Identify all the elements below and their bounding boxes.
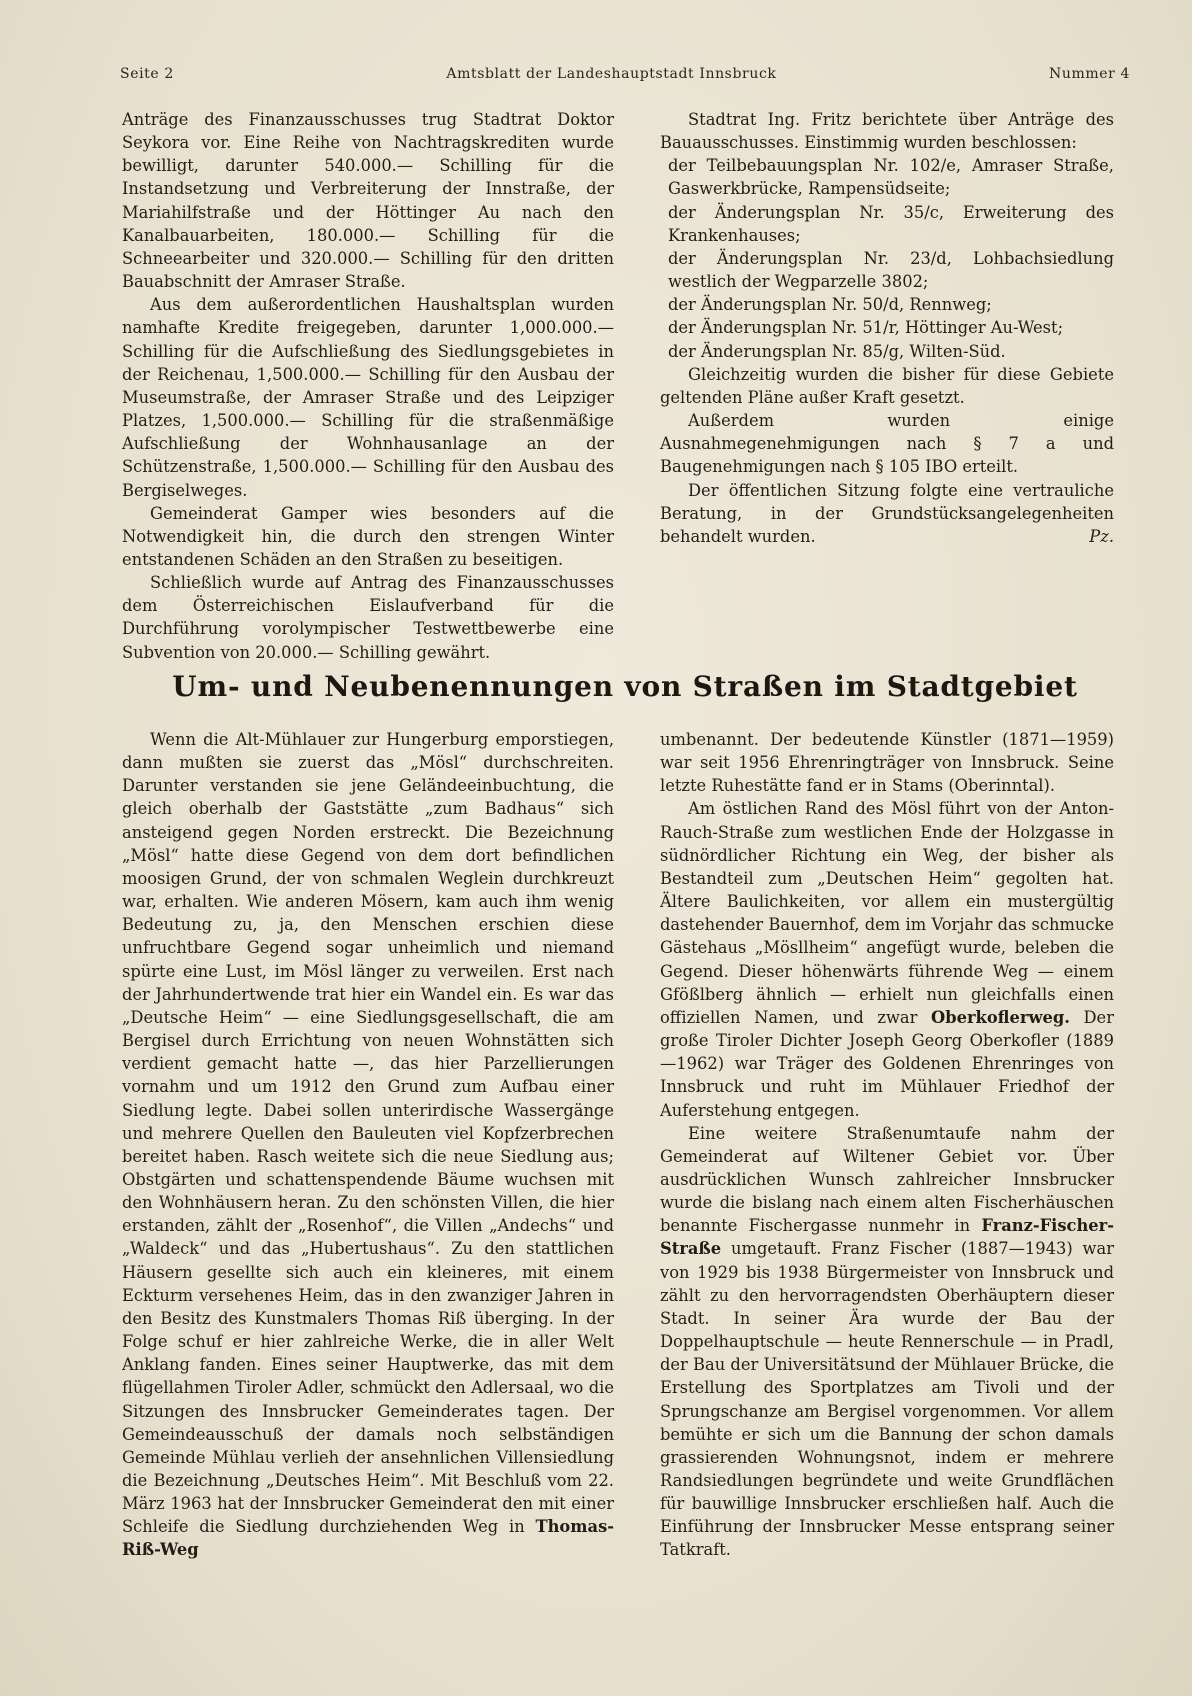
report-closing-text: Der öffentlichen Sitzung folgte eine vertrauliche Beratung, in der Grundstücksangelegenheiten behandelt wurden. bbox=[660, 480, 1114, 546]
article-text: umgetauft. Franz Fischer (1887—1943) war von 1929 bis 1938 Bürgermeister von Innsbruck und zählt zu den hervorragendsten Oberhäuptern dieser Stadt. In seiner Ära wurde der Bau der Doppelhauptschule — heute Rennerschule — in Pradl, der Bau der Universitätsund der Mühlauer Brücke, die Erstellung des Sportplatzes am Tivoli und der Sprungschanze am Bergisel vorgenommen. Vor allem bemühte er sich um die Bannung der schon damals grassierenden Wohnungsnot, indem er mehrere Randsiedlungen begründete und weite Grundflächen für bauwillige Innsbrucker erschließen half. Auch die Einführung der Innsbrucker Messe entsprang seiner Tatkraft. bbox=[660, 1239, 1114, 1560]
council-report-left-column bbox=[122, 108, 614, 664]
street-name-thomas-riss: Thomas-Riß-Weg bbox=[122, 1517, 614, 1560]
zoning-plan-item: der Änderungsplan Nr. 35/c, Erweiterung des Krankenhauses; bbox=[668, 202, 1114, 245]
page-number: Seite 2 bbox=[120, 66, 174, 82]
article-text: Wenn die Alt-Mühlauer zur Hungerburg emporstiegen, dann mußten sie zuerst das „Mösl“ durchschreiten. Darunter verstanden sie jene Geländeeinbuchtung, die gleich oberhalb der Gaststätte „zum Badhaus“ sich ansteigend gegen Norden erstreckt. Die Bezeichnung „Mösl“ hatte diese Gegend von dem dort befindlichen moosigen Grund, der von schmalen Weglein durchkreuzt war, erhalten. Wie anderen Mösern, kam auch ihm wenig Bedeutung zu, ja, den Menschen erschien diese unfruchtbare Gegend sogar unheimlich und niemand spürte eine Lust, im Mösl länger zu verweilen. Erst nach der Jahrhundertwende trat hier ein Wandel ein. Es war das „Deutsche Heim“ — eine Siedlungsgesellschaft, die am Bergisel durch Errichtung von neuen Wohnstätten sich verdient gemacht hatte —, das hier Parzellierungen vornahm und um 1912 den Grund zum Aufbau einer Siedlung legte. Dabei sollen unterirdische Wassergänge und mehrere Quellen den Bauleuten viel Kopfzerbrechen bereitet haben. Rasch weitete sich die neue Siedlung aus; Obstgärten und schattenspendende Bäume wuchsen mit den Wohnhäusern heran. Zu den schönsten Villen, die hier erstanden, zählt der „Rosenhof“, die Villen „Andechs“ und „Waldeck“ und das „Hubertushaus“. Zu den stattlichen Häusern gesellte sich auch ein kleineres, mit einem Eckturm versehenes Heim, das in den zwanziger Jahren in den Besitz des Kunstmalers Thomas Riß überging. In der Folge schuf er hier zahlreiche Werke, die in aller Welt Anklang fanden. Eines seiner Hauptwerke, das mit dem flügellahmen Tiroler Adler, schmückt den Adlersaal, wo die Sitzungen des Innsbrucker Gemeinderates tagen. Der Gemeindeausschuß der damals noch selbständigen Gemeinde Mühlau verlieh der ansehnlichen Villensiedlung die Bezeichnung „Deutsches Heim“. Mit Beschluß vom 22. März 1963 hat der Innsbrucker Gemeinderat den mit einer Schleife die Siedlung durchziehenden Weg in bbox=[122, 730, 614, 1537]
report-paragraph: Schließlich wurde auf Antrag des Finanzausschusses dem Österreichischen Eislaufverband für die Durchführung vorolympischer Testwettbewerbe eine Subvention von 20.000.— Schilling gewährt. bbox=[122, 573, 614, 662]
running-header bbox=[120, 66, 1130, 82]
article-paragraph bbox=[660, 797, 1114, 1121]
report-paragraph: Anträge des Finanzausschusses trug Stadtrat Doktor Seykora vor. Eine Reihe von Nachtragskrediten wurde bewilligt, darunter 540.000.— Schilling für die Instandsetzung und Verbreiterung der Innstraße, der Mariahilfstraße und der Höttinger Au nach den Kanalbauarbeiten, 180.000.— Schilling für die Schneearbeiter und 320.000.— Schilling für den dritten Bauabschnitt der Amraser Straße. bbox=[122, 110, 614, 292]
publication-title: Amtsblatt der Landeshauptstadt Innsbruck bbox=[446, 66, 777, 82]
zoning-plan-item: der Änderungsplan Nr. 85/g, Wilten-Süd. bbox=[668, 341, 1006, 361]
author-signature: Pz. bbox=[1089, 526, 1114, 546]
zoning-plan-item: der Änderungsplan Nr. 51/r, Höttinger Au-West; bbox=[668, 318, 1064, 338]
zoning-plan-item: der Änderungsplan Nr. 23/d, Lohbachsiedlung westlich der Wegparzelle 3802; bbox=[668, 248, 1114, 292]
article-right-column bbox=[660, 728, 1114, 1562]
report-paragraph: Außerdem wurden einige Ausnahmegenehmigungen nach § 7 a und Baugenehmigungen nach § 105 IBO erteilt. bbox=[660, 411, 1114, 477]
street-name-oberkofler: Oberkoflerweg. bbox=[931, 1007, 1070, 1027]
street-name-franz-fischer: Franz-Fischer-Straße bbox=[660, 1216, 1114, 1259]
zoning-plan-item: der Änderungsplan Nr. 50/d, Rennweg; bbox=[668, 295, 992, 315]
article-paragraph: umbenannt. Der bedeutende Künstler (1871—1959) war seit 1956 Ehrenringträger von Innsbruck. Seine letzte Ruhestätte fand er in Stams (Oberinntal). bbox=[660, 730, 1114, 796]
report-closing-paragraph bbox=[660, 479, 1114, 548]
article-text: Eine weitere Straßenumtaufe nahm der Gemeinderat auf Wiltener Gebiet vor. Über ausdrücklichen Wunsch zahlreicher Innsbrucker wurde die bislang nach einem alten Fischerhäuschen benannte Fischergasse nunmehr in bbox=[660, 1123, 1114, 1236]
report-paragraph: Aus dem außerordentlichen Haushaltsplan wurden namhafte Kredite freigegeben, darunter 1,000.000.— Schilling für die Aufschließung des Siedlungsgebietes in der Reichenau, 1,500.000.— Schilling für den Ausbau der Museumstraße, der Amraser Straße und des Leipziger Platzes, 1,500.000.— Schilling für die straßenmäßige Aufschließung der Wohnhausanlage an der Schützenstraße, 1,500.000.— Schilling für den Ausbau des Bergiselweges. bbox=[122, 295, 614, 500]
report-paragraph: Gleichzeitig wurden die bisher für diese Gebiete geltenden Pläne außer Kraft gesetzt. bbox=[660, 364, 1114, 407]
article-text: Am östlichen Rand des Mösl führt von der Anton-Rauch-Straße zum westlichen Ende der Holzgasse in südnördlicher Richtung ein Weg, der bisher als Bestandteil zum „Deutschen Heim“ gegolten hat. Ältere Baulichkeiten, vor allem ein mustergültig dastehender Bauernhof, dem im Vorjahr das schmucke Gästehaus „Mösllheim“ angefügt wurde, beleben die Gegend. Dieser höhenwärts führende Weg — einem Gfößlberg ähnlich — erhielt nun gleichfalls einen offiziellen Namen, und zwar bbox=[660, 799, 1114, 1027]
article-headline: Um- und Neubenennungen von Straßen im Stadtgebiet bbox=[172, 670, 1078, 703]
article-paragraph bbox=[122, 728, 614, 1562]
zoning-plan-item: der Teilbebauungsplan Nr. 102/e, Amraser Straße, Gaswerkbrücke, Rampensüdseite; bbox=[668, 156, 1114, 199]
article-text: Der große Tiroler Dichter Joseph Georg Oberkofler (1889—1962) war Träger des Goldenen Ehrenringes von Innsbruck und ruht im Mühlauer Friedhof der Auferstehung entgegen. bbox=[660, 1007, 1114, 1120]
council-report-right-column bbox=[660, 108, 1114, 548]
report-paragraph: Gemeinderat Gamper wies besonders auf die Notwendigkeit hin, die durch den strengen Winter entstandenen Schäden an den Straßen zu beseitigen. bbox=[122, 503, 614, 569]
report-paragraph: Stadtrat Ing. Fritz berichtete über Anträge des Bauausschusses. Einstimmig wurden beschlossen: bbox=[660, 110, 1114, 153]
issue-number: Nummer 4 bbox=[1049, 66, 1130, 82]
article-paragraph bbox=[660, 1122, 1114, 1562]
article-left-column bbox=[122, 728, 614, 1562]
